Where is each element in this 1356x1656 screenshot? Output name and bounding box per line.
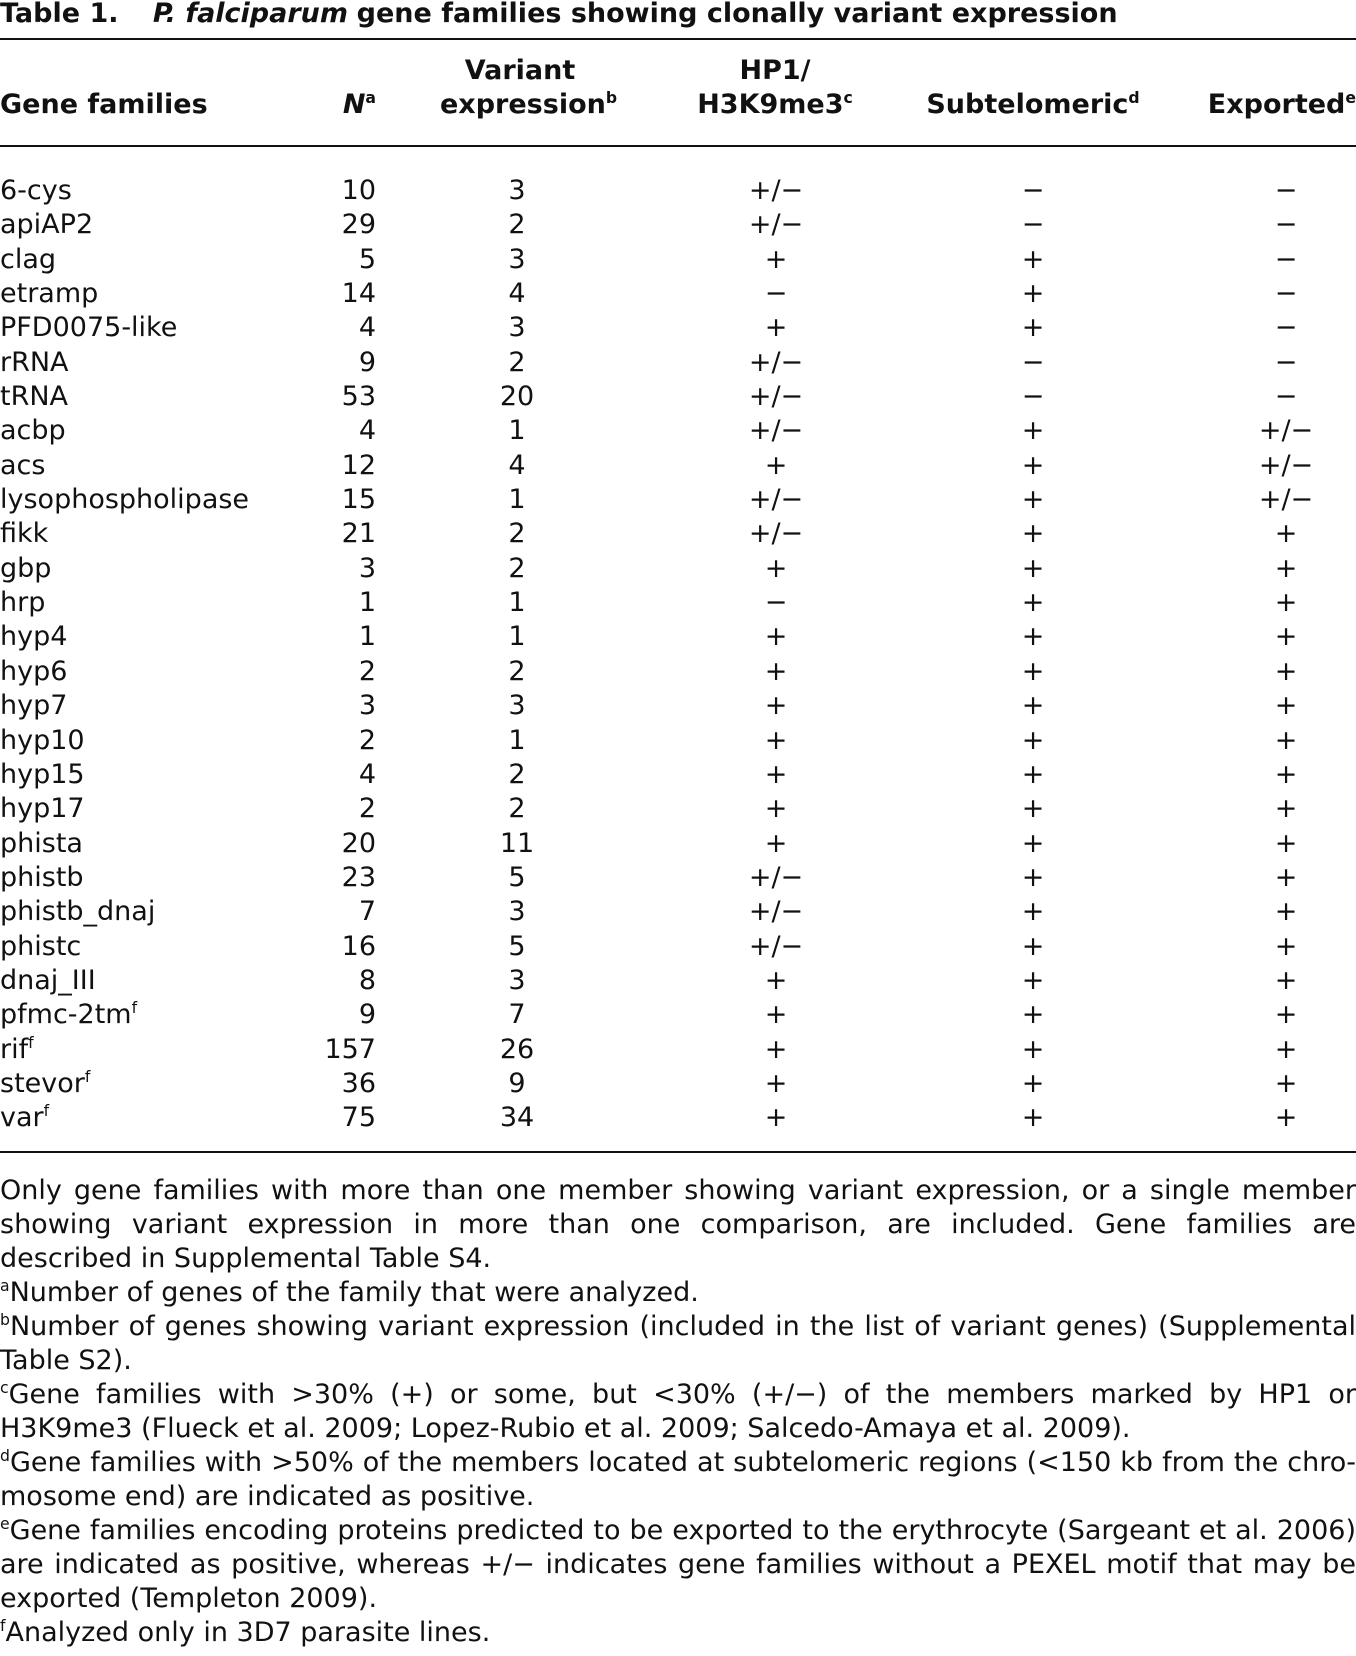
exported-cell: + <box>1274 930 1298 962</box>
subtelomeric-cell: + <box>1021 587 1045 619</box>
gene-family-cell: clag <box>0 243 57 275</box>
table-row <box>0 1033 1356 1067</box>
exported-cell: + <box>1274 621 1298 653</box>
subtelomeric-cell: + <box>1021 278 1045 310</box>
n-cell: 15 <box>341 484 376 516</box>
exported-cell: +/− <box>1258 415 1314 447</box>
subtelomeric-cell: − <box>1021 381 1045 413</box>
n-cell: 4 <box>358 312 376 344</box>
subtelomeric-cell: + <box>1021 724 1045 756</box>
table-row <box>0 998 1356 1032</box>
variant-expression-cell: 3 <box>508 312 526 344</box>
exported-cell: + <box>1274 724 1298 756</box>
variant-expression-cell: 5 <box>508 930 526 962</box>
n-cell: 4 <box>358 415 376 447</box>
n-cell: 2 <box>358 655 376 687</box>
hp1-cell: + <box>764 999 788 1031</box>
exported-cell: + <box>1274 793 1298 825</box>
footnote-f: $^f$Analyzed only in 3D7 parasite lines. <box>0 1616 491 1648</box>
subtelomeric-cell: + <box>1021 793 1045 825</box>
gene-family-cell: phistc <box>0 930 82 962</box>
variant-expression-cell: 2 <box>508 552 526 584</box>
exported-cell: + <box>1274 896 1298 928</box>
bottom-rule <box>0 1151 1356 1153</box>
hp1-cell: + <box>764 655 788 687</box>
table-row <box>0 449 1356 483</box>
n-cell: 5 <box>358 243 376 275</box>
header-n: $N^a$ <box>342 88 376 120</box>
n-cell: 29 <box>341 209 376 241</box>
gene-family-cell: hyp4 <box>0 621 68 653</box>
hp1-cell: − <box>764 278 788 310</box>
table-body <box>0 174 1356 1136</box>
variant-expression-cell: 11 <box>499 827 535 859</box>
subtelomeric-cell: + <box>1021 449 1045 481</box>
exported-cell: + <box>1274 655 1298 687</box>
gene-family-cell: stevor$^f$ <box>0 1066 91 1099</box>
n-cell: 1 <box>358 587 376 619</box>
table-row <box>0 586 1356 620</box>
table-footnotes <box>0 1174 1356 1650</box>
exported-cell: + <box>1274 1033 1298 1065</box>
subtelomeric-cell: + <box>1021 1033 1045 1065</box>
subtelomeric-cell: + <box>1021 758 1045 790</box>
subtelomeric-cell: + <box>1021 415 1045 447</box>
variant-expression-cell: 1 <box>508 621 526 653</box>
exported-cell: + <box>1274 690 1298 722</box>
exported-cell: + <box>1274 758 1298 790</box>
footnote-d: $^d$Gene families with >50% of the members located at subtelomeric regions (<150 kb from the chromosome end) are indicated as positive. <box>0 1446 1356 1512</box>
n-cell: 3 <box>358 690 376 722</box>
table-caption <box>0 0 1356 27</box>
subtelomeric-cell: + <box>1021 312 1045 344</box>
hp1-cell: +/− <box>748 896 804 928</box>
n-cell: 3 <box>358 552 376 584</box>
gene-family-cell: hrp <box>0 587 46 619</box>
table-row <box>0 827 1356 861</box>
hp1-cell: +/− <box>748 861 804 893</box>
table-row <box>0 792 1356 826</box>
n-cell: 20 <box>341 827 376 859</box>
n-cell: 9 <box>358 999 376 1031</box>
gene-family-cell: tRNA <box>0 381 69 413</box>
footnote-intro: Only gene families with more than one member showing variant expression, or a single member showing variant expression in more than one comparison, are included. Gene families are described in Supplemental Table S4. <box>0 1175 1356 1274</box>
variant-expression-cell: 34 <box>499 1102 535 1134</box>
variant-expression-cell: 4 <box>508 278 526 310</box>
table-row <box>0 414 1356 448</box>
subtelomeric-cell: + <box>1021 690 1045 722</box>
table-row <box>0 620 1356 654</box>
hp1-cell: + <box>764 690 788 722</box>
hp1-cell: + <box>764 1067 788 1099</box>
subtelomeric-cell: − <box>1021 346 1045 378</box>
table-row <box>0 346 1356 380</box>
exported-cell: + <box>1274 587 1298 619</box>
table-row <box>0 655 1356 689</box>
hp1-cell: + <box>764 621 788 653</box>
table-row <box>0 1101 1356 1135</box>
subtelomeric-cell: + <box>1021 861 1045 893</box>
variant-expression-cell: 3 <box>508 896 526 928</box>
hp1-cell: + <box>764 449 788 481</box>
hp1-cell: + <box>764 793 788 825</box>
subtelomeric-cell: + <box>1021 964 1045 996</box>
n-cell: 16 <box>341 930 376 962</box>
gene-family-cell: acbp <box>0 415 66 447</box>
gene-family-cell: 6-cys <box>0 175 72 206</box>
variant-expression-cell: 26 <box>499 1033 535 1065</box>
variant-expression-cell: 2 <box>508 655 526 687</box>
hp1-cell: + <box>764 312 788 344</box>
table-row <box>0 277 1356 311</box>
table-row <box>0 964 1356 998</box>
variant-expression-cell: 20 <box>499 381 535 413</box>
variant-expression-cell: 5 <box>508 861 526 893</box>
variant-expression-cell: 9 <box>508 1067 526 1099</box>
subtelomeric-cell: + <box>1021 999 1045 1031</box>
subtelomeric-cell: − <box>1021 209 1045 241</box>
exported-cell: +/− <box>1258 484 1314 516</box>
hp1-cell: + <box>764 243 788 275</box>
hp1-cell: − <box>764 587 788 619</box>
header-hp1-h3k9me3: HP1/ H3K9me3$^c$ <box>697 55 853 120</box>
n-cell: 2 <box>358 793 376 825</box>
subtelomeric-cell: + <box>1021 930 1045 962</box>
variant-expression-cell: 7 <box>508 999 526 1031</box>
gene-family-cell: hyp6 <box>0 655 68 687</box>
subtelomeric-cell: + <box>1021 552 1045 584</box>
n-cell: 8 <box>358 964 376 996</box>
gene-family-cell: hyp10 <box>0 724 85 756</box>
exported-cell: + <box>1274 1102 1298 1134</box>
exported-cell: − <box>1274 243 1298 275</box>
gene-family-cell: lysophospholipase <box>0 484 250 516</box>
footnote-e: $^e$Gene families encoding proteins predicted to be exported to the erythrocyte (Sargeant et al. 2006) are indicated as positive, whereas +/− indicates gene families without a PEXEL motif that may be exported (Templeton 2009). <box>0 1514 1356 1614</box>
n-cell: 10 <box>341 175 376 206</box>
gene-family-cell: hyp15 <box>0 758 85 790</box>
gene-family-cell: hyp7 <box>0 690 68 722</box>
variant-expression-cell: 3 <box>508 690 526 722</box>
variant-expression-cell: 1 <box>508 484 526 516</box>
exported-cell: + <box>1274 552 1298 584</box>
header-subtelomeric: Subtelomeric$^d$ <box>926 88 1140 120</box>
n-cell: 4 <box>358 758 376 790</box>
subtelomeric-cell: + <box>1021 484 1045 516</box>
hp1-cell: +/− <box>748 175 804 206</box>
exported-cell: − <box>1274 209 1298 241</box>
table-row <box>0 895 1356 929</box>
gene-family-cell: gbp <box>0 552 52 584</box>
exported-cell: − <box>1274 312 1298 344</box>
subtelomeric-cell: + <box>1021 655 1045 687</box>
table-row <box>0 483 1356 517</box>
table-row <box>0 243 1356 277</box>
exported-cell: + <box>1274 518 1298 550</box>
table-row <box>0 724 1356 758</box>
n-cell: 53 <box>341 381 376 413</box>
table-row <box>0 861 1356 895</box>
hp1-cell: +/− <box>748 518 804 550</box>
variant-expression-cell: 3 <box>508 964 526 996</box>
table-row <box>0 930 1356 964</box>
subtelomeric-cell: + <box>1021 1067 1045 1099</box>
table-row <box>0 552 1356 586</box>
header-gene-families: Gene families <box>0 89 208 120</box>
gene-family-cell: fikk <box>0 518 49 550</box>
subtelomeric-cell: + <box>1021 827 1045 859</box>
gene-family-cell: phistb_dnaj <box>0 896 156 928</box>
n-cell: 75 <box>341 1102 376 1134</box>
gene-family-cell: phistb <box>0 861 84 893</box>
subtelomeric-cell: + <box>1021 1102 1045 1134</box>
table-title: gene families showing clonally variant expression <box>356 0 1118 29</box>
exported-cell: − <box>1274 278 1298 310</box>
top-rule <box>0 38 1356 40</box>
exported-cell: +/− <box>1258 449 1314 481</box>
n-cell: 157 <box>324 1033 376 1065</box>
gene-family-cell: apiAP2 <box>0 209 94 241</box>
hp1-cell: + <box>764 1102 788 1134</box>
hp1-cell: + <box>764 827 788 859</box>
table-row <box>0 758 1356 792</box>
hp1-cell: + <box>764 724 788 756</box>
subtelomeric-cell: − <box>1021 175 1045 206</box>
variant-expression-cell: 1 <box>508 724 526 756</box>
n-cell: 36 <box>341 1067 376 1099</box>
exported-cell: − <box>1274 175 1298 206</box>
variant-expression-cell: 4 <box>508 449 526 481</box>
gene-family-cell: dnaj_III <box>0 964 96 996</box>
hp1-cell: +/− <box>748 381 804 413</box>
n-cell: 7 <box>358 896 376 928</box>
header-variant-expression: Variant expression$^b$ <box>440 55 618 120</box>
table-row <box>0 517 1356 551</box>
subtelomeric-cell: + <box>1021 243 1045 275</box>
gene-family-cell: rRNA <box>0 346 69 378</box>
n-cell: 21 <box>341 518 376 550</box>
variant-expression-cell: 1 <box>508 587 526 619</box>
exported-cell: + <box>1274 827 1298 859</box>
gene-family-cell: phista <box>0 827 83 859</box>
gene-family-cell: hyp17 <box>0 793 85 825</box>
variant-expression-cell: 2 <box>508 793 526 825</box>
exported-cell: − <box>1274 381 1298 413</box>
variant-expression-cell: 2 <box>508 209 526 241</box>
hp1-cell: + <box>764 758 788 790</box>
footnote-b: $^b$Number of genes showing variant expression (included in the list of variant genes) (Supplemental Table S2). <box>0 1310 1356 1376</box>
exported-cell: + <box>1274 1067 1298 1099</box>
n-cell: 1 <box>358 621 376 653</box>
subtelomeric-cell: + <box>1021 896 1045 928</box>
n-cell: 9 <box>358 346 376 378</box>
variant-expression-cell: 2 <box>508 346 526 378</box>
variant-expression-cell: 2 <box>508 518 526 550</box>
footnote-c: $^c$Gene families with >30% (+) or some, but <30% (+/−) of the members marked by HP1 or H3K9me3 (Flueck et al. 2009; Lopez-Rubio et al. 2009; Salcedo-Amaya et al. 2009). <box>0 1378 1356 1444</box>
hp1-cell: + <box>764 552 788 584</box>
gene-family-cell: rif$^f$ <box>0 1032 34 1065</box>
exported-cell: − <box>1274 346 1298 378</box>
hp1-cell: +/− <box>748 484 804 516</box>
exported-cell: + <box>1274 861 1298 893</box>
gene-family-cell: pfmc-$2tm^f$ <box>0 998 138 1031</box>
n-cell: 23 <box>341 861 376 893</box>
table-row <box>0 1067 1356 1101</box>
hp1-cell: +/− <box>748 415 804 447</box>
hp1-cell: +/− <box>748 209 804 241</box>
gene-family-cell: var$^f$ <box>0 1101 50 1134</box>
variant-expression-cell: 3 <box>508 243 526 275</box>
hp1-cell: +/− <box>748 346 804 378</box>
variant-expression-cell: 1 <box>508 415 526 447</box>
hp1-cell: +/− <box>748 930 804 962</box>
header-exported: Exported$^e$ <box>1207 88 1356 120</box>
variant-expression-cell: 3 <box>508 175 526 206</box>
table-row <box>0 689 1356 723</box>
subtelomeric-cell: + <box>1021 621 1045 653</box>
table-label: Table 1. <box>0 0 119 29</box>
footnote-a: $^a$Number of genes of the family that were analyzed. <box>0 1276 699 1308</box>
header-rule <box>0 145 1356 147</box>
table-row <box>0 380 1356 414</box>
gene-family-cell: acs <box>0 449 46 481</box>
table-row <box>0 208 1356 242</box>
n-cell: 12 <box>341 449 376 481</box>
species-name: P. falciparum <box>152 0 349 29</box>
variant-expression-cell: 2 <box>508 758 526 790</box>
table-row <box>0 174 1356 208</box>
n-cell: 14 <box>341 278 376 310</box>
exported-cell: + <box>1274 999 1298 1031</box>
gene-family-cell: etramp <box>0 278 99 310</box>
n-cell: 2 <box>358 724 376 756</box>
hp1-cell: + <box>764 1033 788 1065</box>
exported-cell: + <box>1274 964 1298 996</box>
subtelomeric-cell: + <box>1021 518 1045 550</box>
table-row <box>0 311 1356 345</box>
hp1-cell: + <box>764 964 788 996</box>
gene-family-cell: PFD0075-like <box>0 312 178 344</box>
